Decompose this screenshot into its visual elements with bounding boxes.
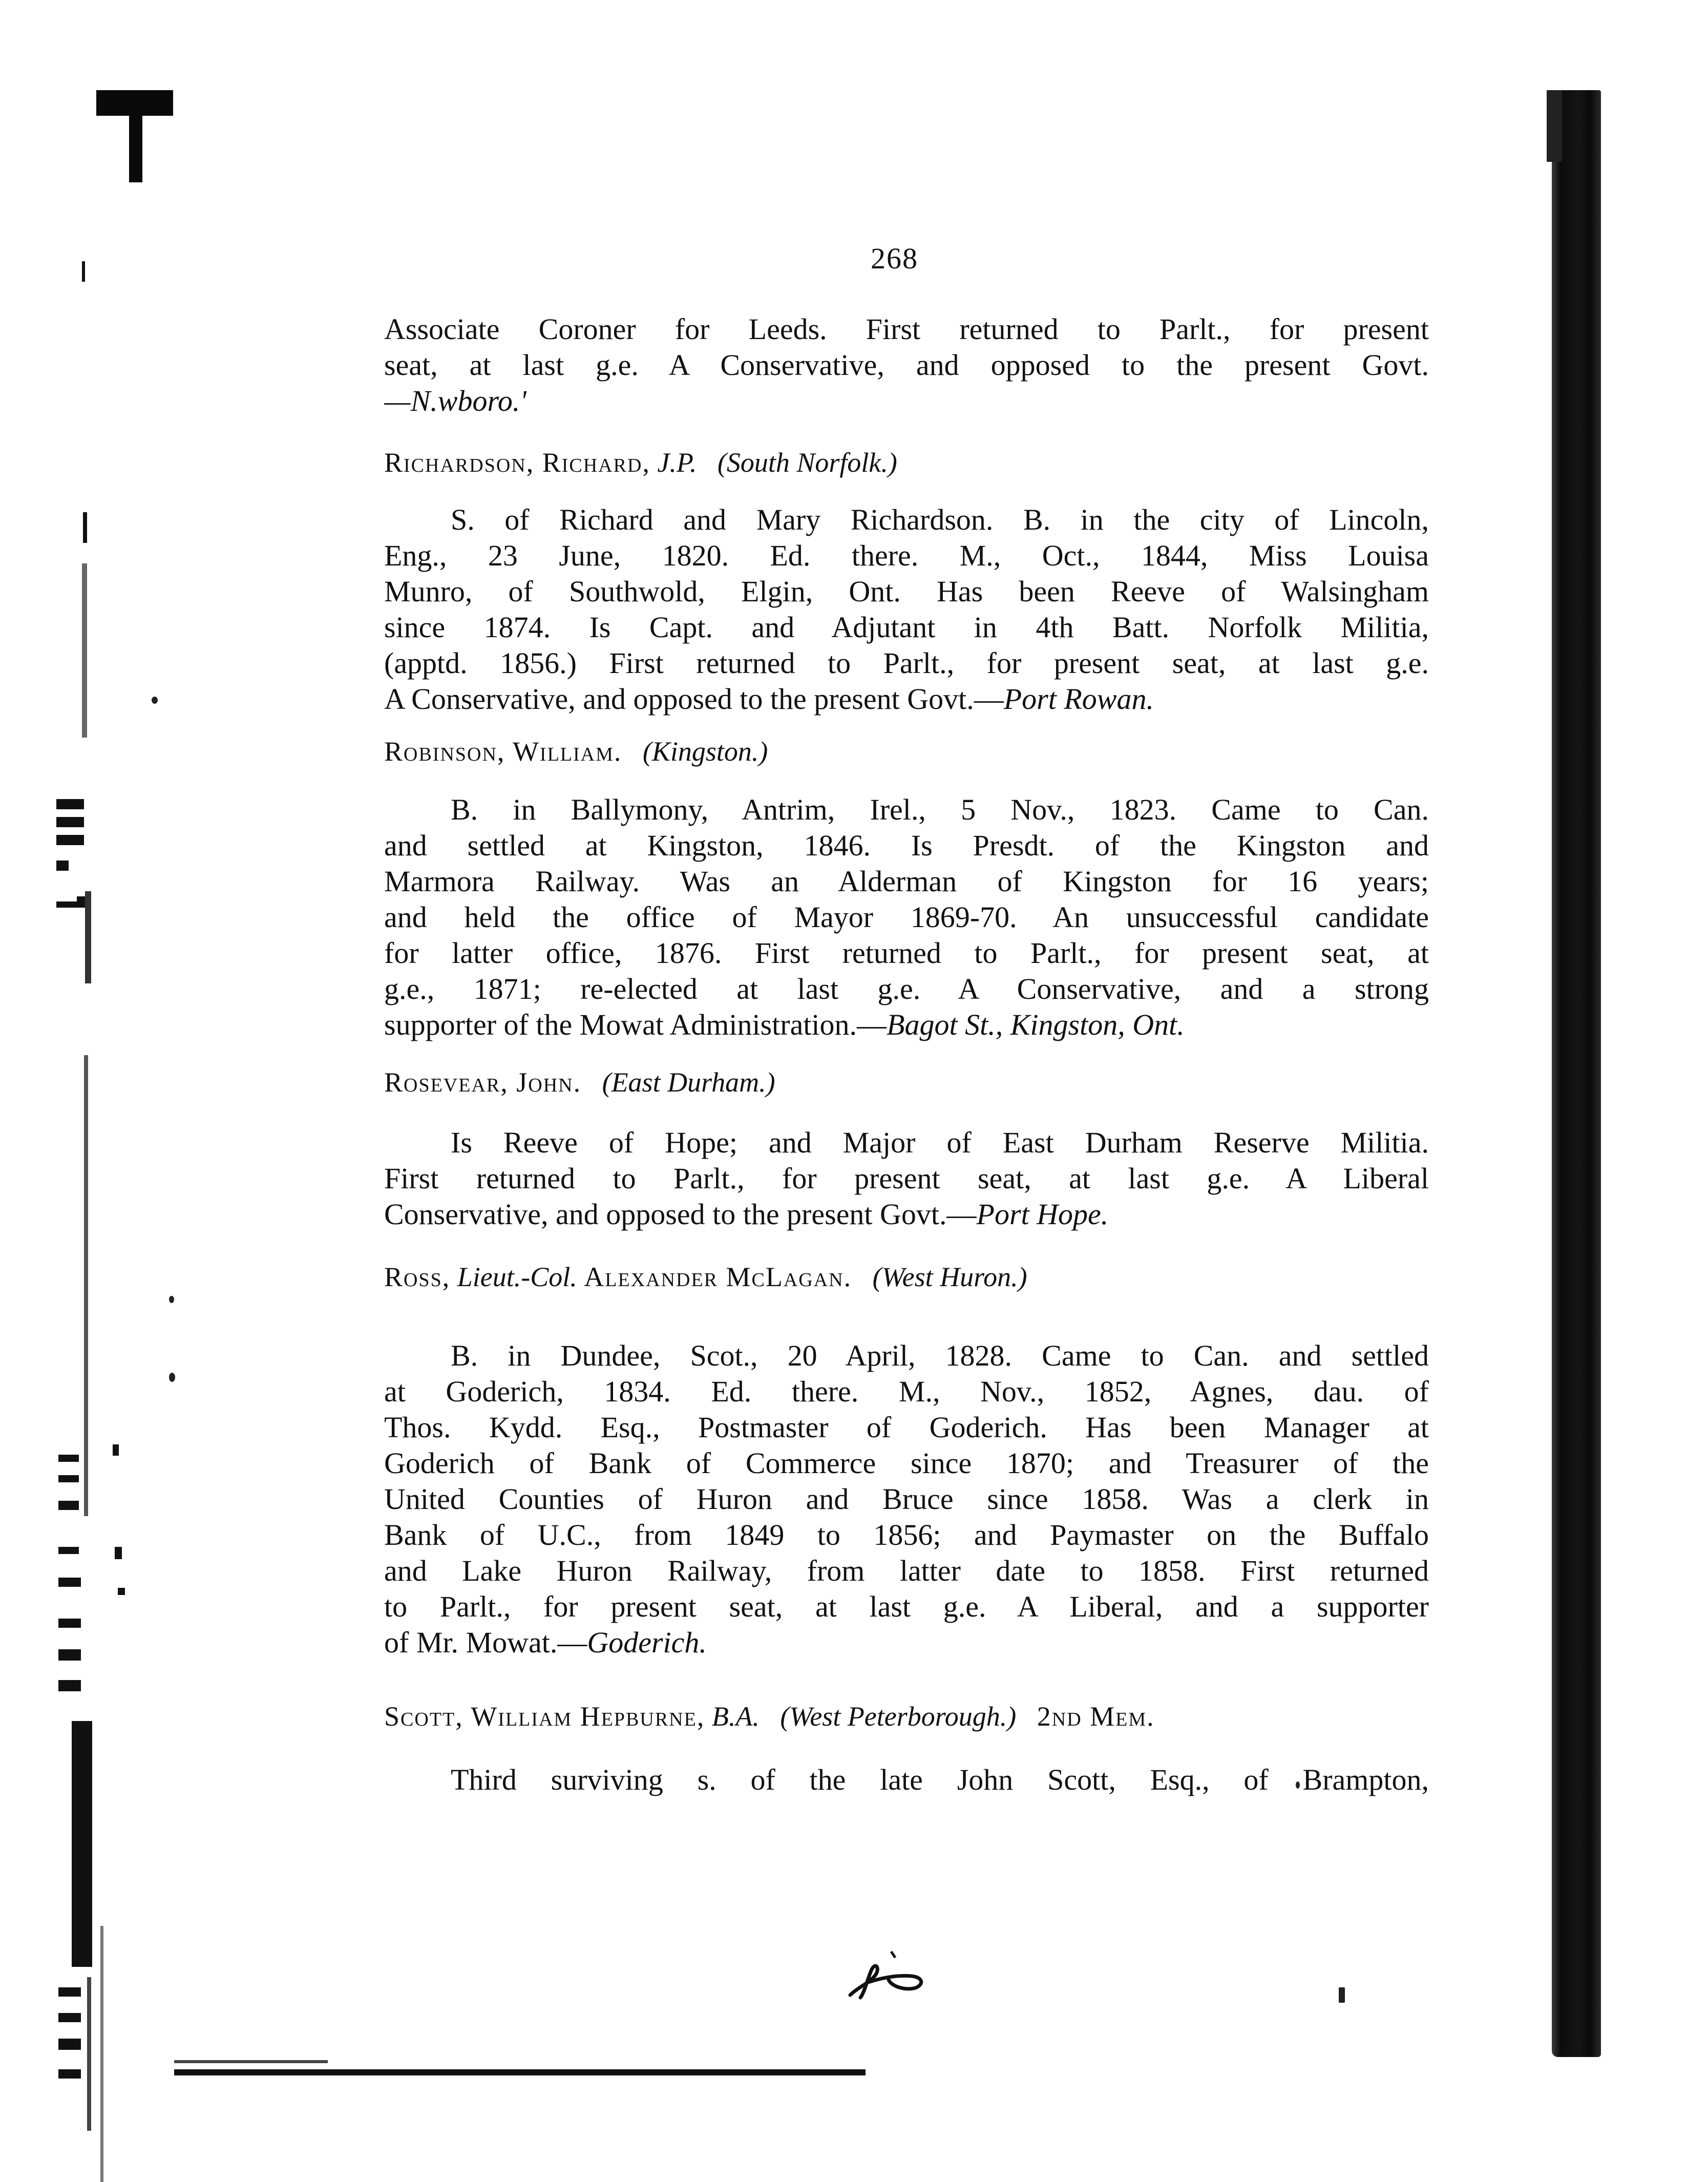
text-line: B. in Dundee, Scot., 20 April, 1828. Came to Can. and settled — [451, 1339, 1429, 1372]
residence: Bagot St., Kingston, Ont. — [887, 1008, 1185, 1041]
text-line: g.e., 1871; re-elected at last g.e. A Conservative, and a strong — [384, 972, 1429, 1005]
scan-artifact-right-fragment — [1547, 90, 1562, 162]
text-line: Is Reeve of Hope; and Major of East Durham Reserve Militia. — [451, 1126, 1429, 1159]
entry-heading — [384, 1064, 1460, 1100]
entry-biography — [384, 1762, 1429, 1798]
text-line: Third surviving s. of the late John Scott, Esq., of Brampton, — [451, 1763, 1429, 1796]
entry-heading — [384, 445, 1460, 480]
text-line: Munro, of Southwold, Elgin, Ont. Has been Reeve of Walsingham — [384, 575, 1429, 608]
speck — [1339, 1987, 1345, 2003]
member-name: Richardson, Richard, — [384, 447, 650, 478]
speck — [169, 1296, 174, 1303]
entry-biography — [384, 502, 1429, 717]
entry-heading — [384, 1698, 1460, 1734]
scan-artifact-bottom-rule — [174, 2069, 866, 2075]
text-line: B. in Ballymony, Antrim, Irel., 5 Nov., 1823. Came to Can. — [451, 793, 1429, 826]
text-line: and held the office of Mayor 1869-70. An unsuccessful candidate — [384, 900, 1429, 934]
text-line: and settled at Kingston, 1846. Is Presdt. of the Kingston and — [384, 829, 1429, 862]
text-line: Bank of U.C., from 1849 to 1856; and Paymaster on the Buffalo — [384, 1518, 1429, 1551]
member-suffix: 2nd Mem. — [1037, 1701, 1155, 1732]
scan-artifact-stem — [129, 90, 142, 182]
text-line-last — [384, 1625, 1429, 1661]
entry-heading — [384, 1259, 1460, 1295]
member-name: Robinson, William. — [384, 736, 622, 767]
text-line: Thos. Kydd. Esq., Postmaster of Goderich. Has been Manager at — [384, 1411, 1429, 1444]
entry-biography — [384, 1125, 1429, 1232]
text-line: United Counties of Huron and Bruce since 1858. Was a clerk in — [384, 1482, 1429, 1516]
page-number: 268 — [871, 242, 918, 275]
text-line: Associate Coroner for Leeds. First returned to Parlt., for present — [384, 312, 1429, 346]
constituency: (West Huron.) — [872, 1262, 1027, 1292]
member-name: Alexander McLagan. — [584, 1262, 852, 1292]
text-line: since 1874. Is Capt. and Adjutant in 4th Batt. Norfolk Militia, — [384, 611, 1429, 644]
residence: Port Rowan. — [1003, 682, 1154, 716]
text-line: (apptd. 1856.) First returned to Parlt., for present seat, at last g.e. — [384, 646, 1429, 680]
member-rank: Lieut.-Col. — [457, 1262, 577, 1292]
constituency: (West Peterborough.) — [780, 1701, 1017, 1732]
text-line-tail: A Conservative, and opposed to the present Govt.— — [384, 682, 1004, 716]
entry-heading — [384, 733, 1460, 769]
residence: Goderich. — [587, 1626, 707, 1659]
text-line: for latter office, 1876. First returned to Parlt., for present seat, at — [384, 936, 1429, 970]
text-line: Goderich of Bank of Commerce since 1870; and Treasurer of the — [384, 1446, 1429, 1480]
text-line-last — [384, 681, 1429, 717]
member-title: J.P. — [657, 447, 697, 478]
constituency: (East Durham.) — [602, 1067, 775, 1098]
handwritten-mark — [840, 1946, 932, 2008]
text-line: S. of Richard and Mary Richardson. B. in the city of Lincoln, — [451, 503, 1429, 536]
member-name: Scott, William Hepburne, — [384, 1701, 705, 1732]
scan-artifact-bottom-rule-short — [174, 2060, 328, 2063]
text-line-last — [384, 1007, 1429, 1043]
residence: Port Hope. — [976, 1198, 1109, 1231]
entry-biography — [384, 792, 1429, 1043]
entry-biography — [384, 1338, 1429, 1661]
text-line-tail: of Mr. Mowat.— — [384, 1626, 587, 1659]
text-line: and Lake Huron Railway, from latter date to 1858. First returned — [384, 1554, 1429, 1587]
text-line: to Parlt., for present seat, at last g.e. A Liberal, and a supporter — [384, 1590, 1429, 1623]
text-line-tail: supporter of the Mowat Administration.— — [384, 1008, 887, 1041]
text-line: seat, at last g.e. A Conservative, and opposed to the present Govt. — [384, 348, 1429, 382]
residence: —N.wboro.' — [384, 384, 526, 417]
text-line: First returned to Parlt., for present seat, at last g.e. A Liberal — [384, 1162, 1429, 1195]
text-line: at Goderich, 1834. Ed. there. M., Nov., 1852, Agnes, dau. of — [384, 1375, 1429, 1408]
scan-artifact-right-edge — [1552, 90, 1601, 2057]
scan-artifact-left-edge — [51, 236, 123, 2059]
constituency: (South Norfolk.) — [717, 447, 897, 478]
member-title: B.A. — [711, 1701, 760, 1732]
member-name: Rosevear, John. — [384, 1067, 582, 1098]
continuation-paragraph — [384, 311, 1429, 419]
constituency: (Kingston.) — [642, 736, 768, 767]
text-line: Marmora Railway. Was an Alderman of Kingston for 16 years; — [384, 865, 1429, 898]
text-line-last — [384, 1197, 1429, 1232]
member-name-prefix: Ross, — [384, 1262, 451, 1292]
text-line-tail: Conservative, and opposed to the present Govt.— — [384, 1198, 977, 1231]
speck — [169, 1373, 175, 1382]
speck — [152, 697, 158, 704]
text-line: Eng., 23 June, 1820. Ed. there. M., Oct., 1844, Miss Louisa — [384, 539, 1429, 572]
